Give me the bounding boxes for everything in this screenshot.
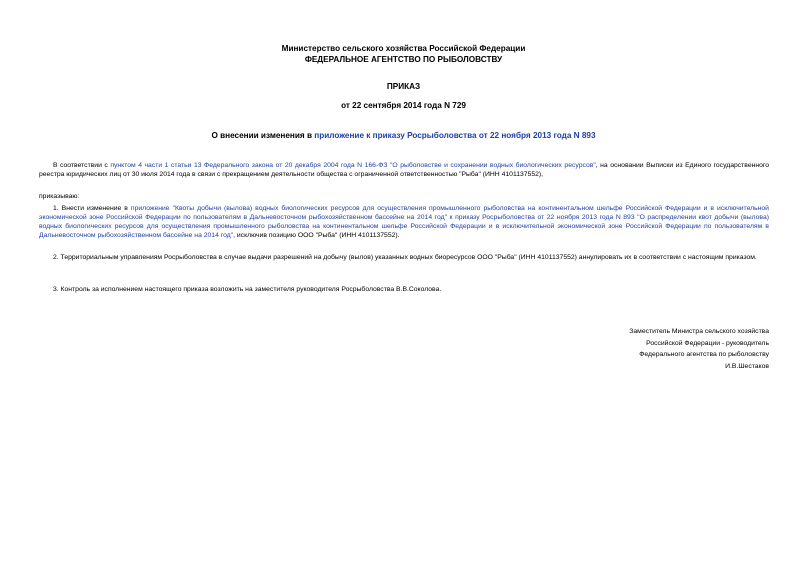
ministry-heading: Министерство сельского хозяйства Российской Федерации [281,44,526,53]
preamble-paragraph [39,162,769,180]
date-number-heading: от 22 сентября 2014 года N 729 [341,101,466,110]
appendix-link[interactable]: приложение "Квоты добычи (вылова) водных биологических ресурсов для осуществления промышленного рыболовства на континентальном шельфе Российской Федерации и в исключительной экономической зоне Российской Федерации по пользователям в Дальневосточном рыбохозяйственном бассейне на 2014 год" к приказу Росрыболовства от 22 ноября 2013 года N 893 "О распределении квот добычи (вылова) водных биологических ресурсов для осуществления промышленного рыболовства на континентальном шельфе Российской Федерации и в исключительной экономической зоне Российской Федерации по пользователям в Дальневосточном рыбохозяйственном бассейне на 2014 год" [39,205,769,239]
signature-line-3: Федерального агентства по рыболовству [639,351,769,358]
doc-type-heading: ПРИКАЗ [386,82,421,91]
federal-law-link[interactable]: пунктом 4 части 1 статьи 13 Федерального закона от 20 декабря 2004 года N 166-ФЗ "О рыболовстве и сохранении водных биологических ресурсов" [110,162,596,169]
signature-line-1: Заместитель Министра сельского хозяйства [629,328,769,335]
signature-name: И.В.Шестаков [725,362,769,370]
order-word: приказываю: [39,193,80,200]
preamble-text-1: В соответствии с [53,162,111,169]
signature-block [469,326,769,372]
title-prefix: О внесении изменения в [211,131,315,140]
preamble-text-2: , на основании Выписки из Единого государственного реестра юридических лиц от 30 июля 2014 года в связи с прекращением деятельности общества с ограниченной ответственностью "Рыба" (ИНН 4101137552), [39,162,769,178]
item-2-paragraph: 2. Территориальным управлениям Росрыболовства в случае выдачи разрешений на добычу (вылов) указанных водных биоресурсов ООО "Рыба" (ИНН 4101137552) аннулировать их в соответствии с настоящим приказом. [53,254,757,261]
item-3-paragraph: 3. Контроль за исполнением настоящего приказа возложить на заместителя руководителя Росрыболовства В.В.Соколова. [53,286,442,293]
document-title [0,131,807,141]
title-link[interactable]: приложение к приказу Росрыболовства от 22 ноября 2013 года N 893 [314,131,596,140]
signature-line-2: Российской Федерации - руководитель [646,339,769,347]
agency-heading: ФЕДЕРАЛЬНОЕ АГЕНТСТВО ПО РЫБОЛОВСТВУ [304,55,503,64]
item-1-text-2: , исключив позицию ООО "Рыба" (ИНН 4101137552). [233,231,400,239]
item-1-paragraph [39,205,769,241]
item-1-text-1: 1. Внести изменение в [53,205,131,212]
